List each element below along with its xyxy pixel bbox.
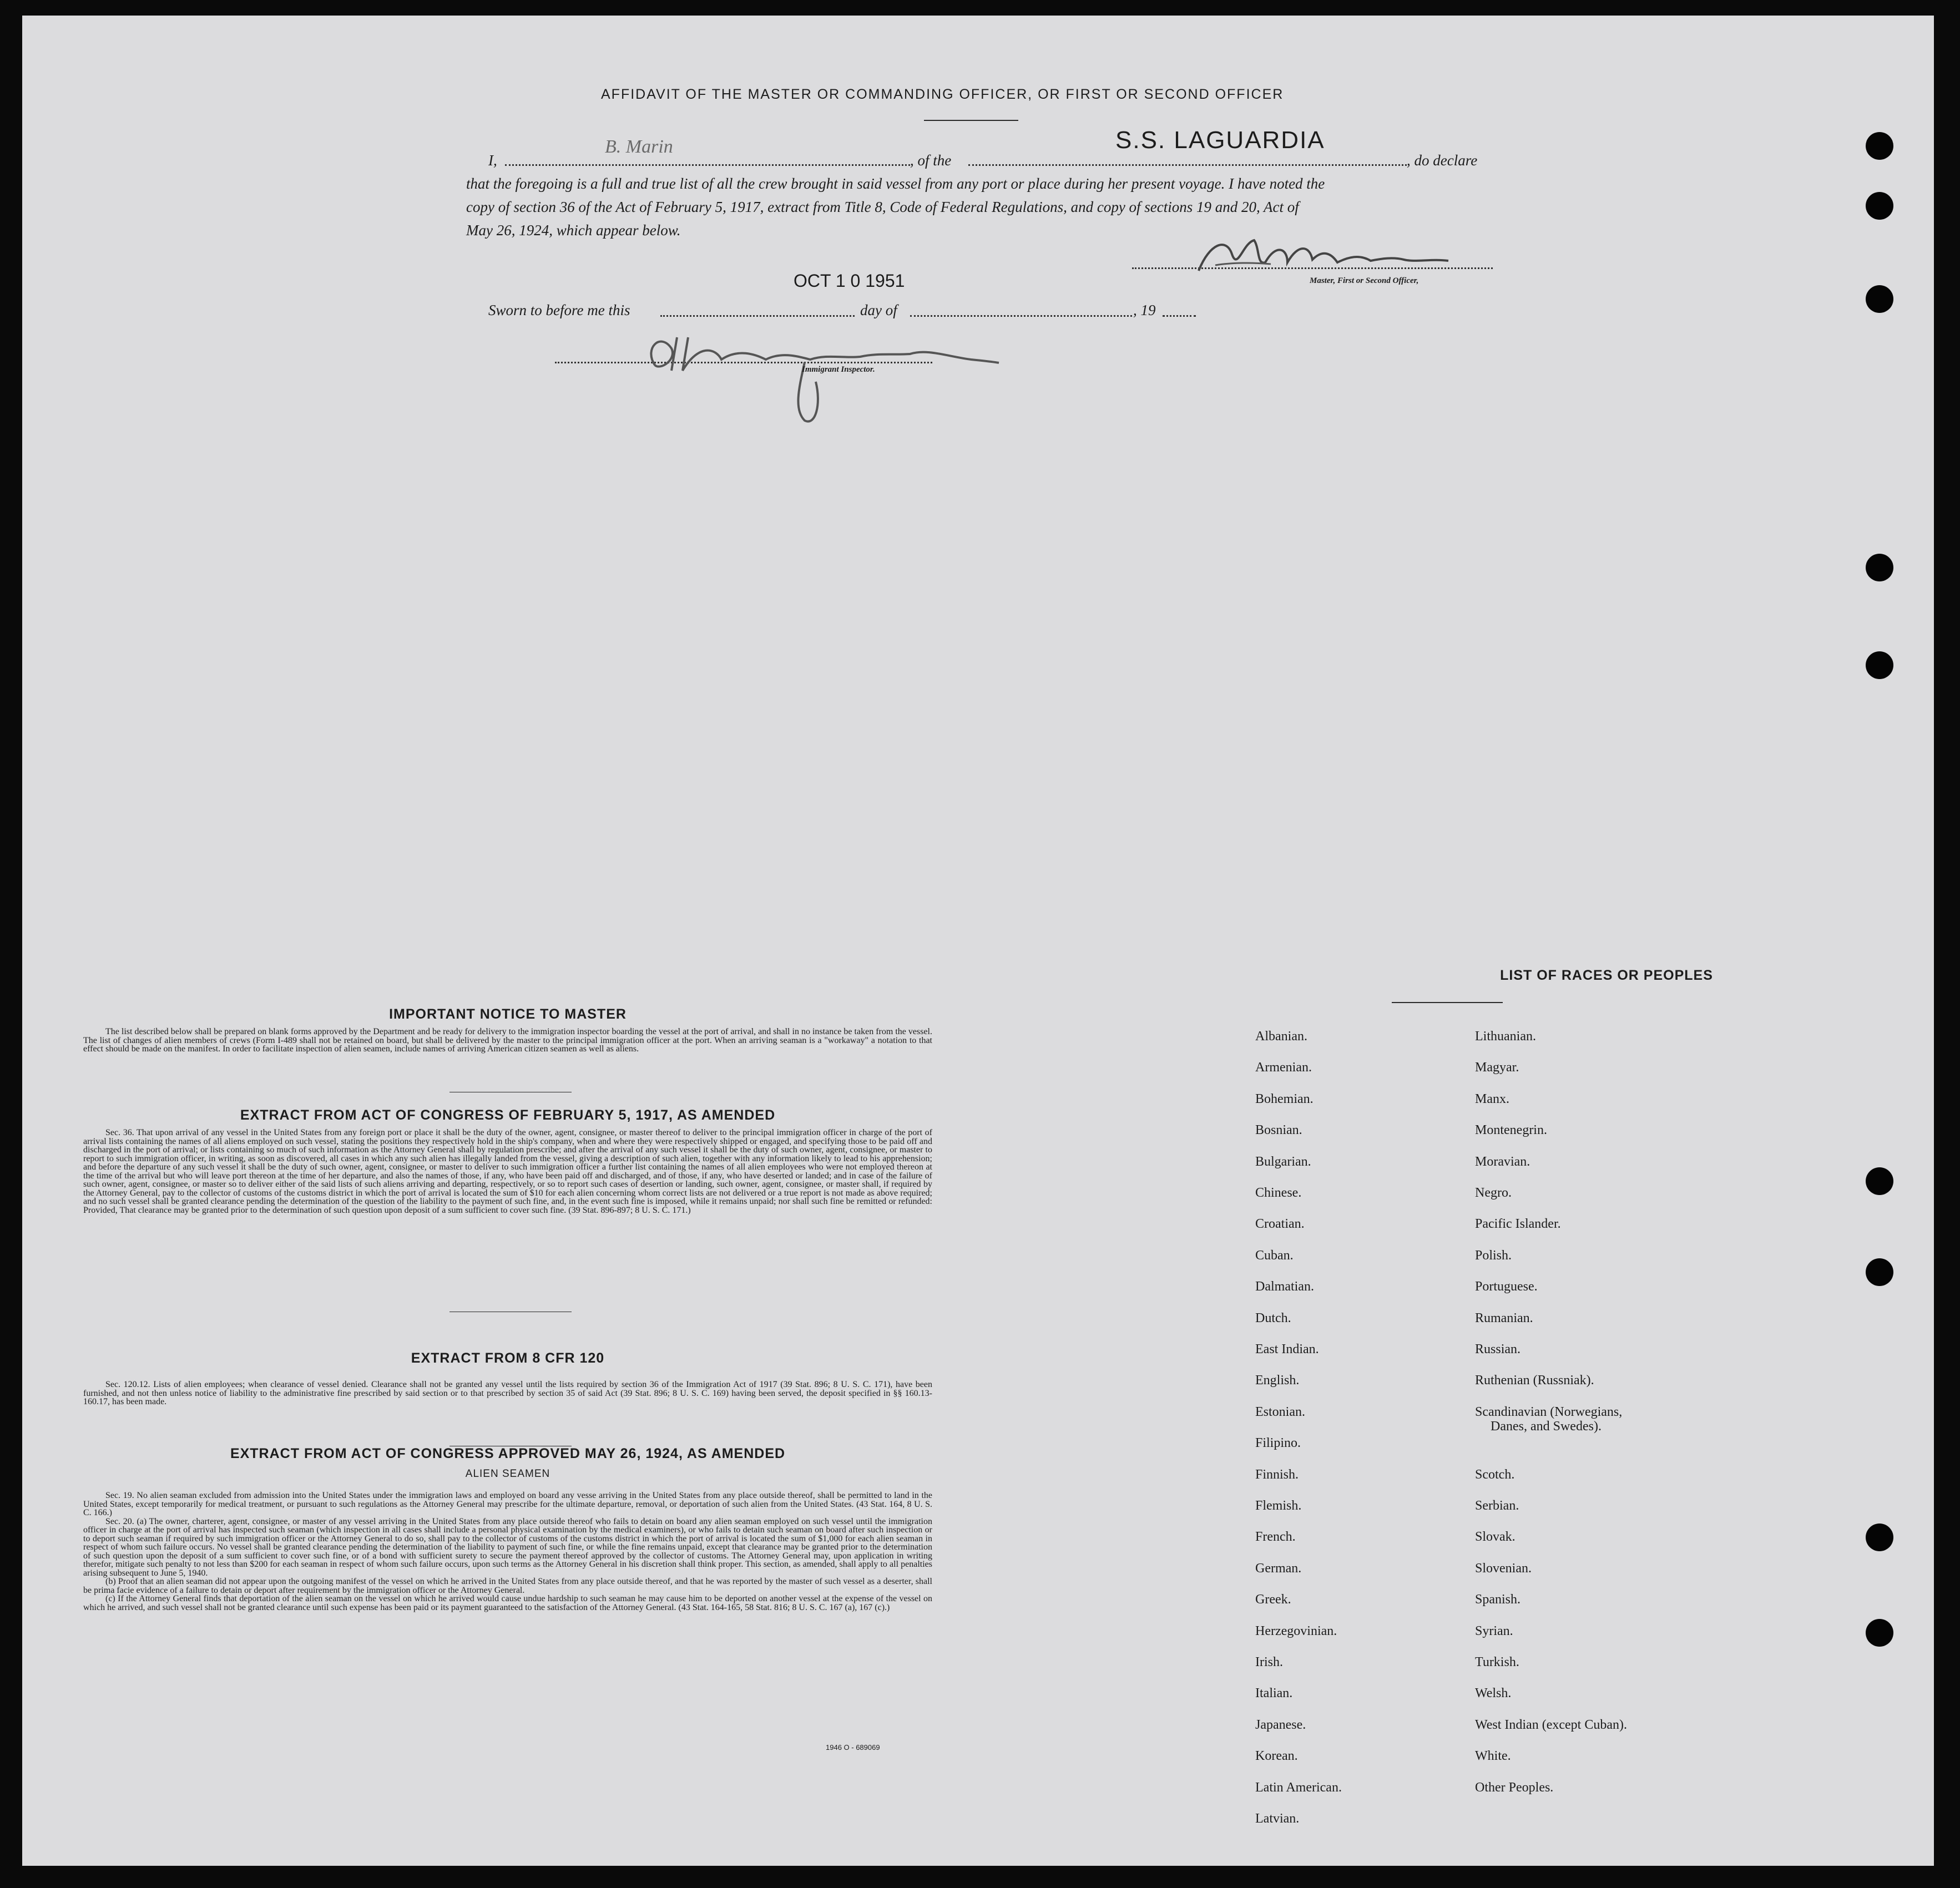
- races-title-underline: [1392, 1002, 1503, 1003]
- officer-name-line: [505, 164, 910, 166]
- races-title: LIST OF RACES OR PEOPLES: [1500, 968, 1713, 983]
- race-item: Albanian.: [1255, 1029, 1307, 1044]
- race-item: Croatian.: [1255, 1217, 1305, 1232]
- sworn-year-line: [1163, 315, 1196, 317]
- sec-20b-text: (b) Proof that an alien seaman did not appear upon the outgoing manifest of the vessel on which he arrived in the United States from any place outside thereof, and that he was reported by the master of such vessel as a deserter, shall be prima facie evidence of a failure to detain or deport after requirement by the immigration officer or the Attorney General.: [83, 1577, 932, 1595]
- race-item: Korean.: [1255, 1749, 1298, 1764]
- print-code: 1946 O - 689069: [826, 1743, 880, 1752]
- extract-cfr-text: Sec. 120.12. Lists of alien employees; when clearance of vessel denied. Clearance shall not be granted any vessel until the lists required by section 36 of the Immigration Act of 1917 (39 Stat. 896; 8 U. S. C. 171), have been furnished, and not then unless notice of liability to the administrative fine prescribed by said section or to that prescribed by section 35 of said Act (39 Stat. 896; 8 U. S. C. 169) having been served, the deposit specified in §§ 160.13-160.17, has been made.: [83, 1380, 932, 1406]
- notice-text: The list described below shall be prepared on blank forms approved by the Department and be ready for delivery to the immigration inspector boarding the vessel at the port of arrival, and shall in no instance be taken from the vessel. The list of changes of alien members of crews (Form I-489 shall not be retained on board, but shall be delivered by the master to the principal immigration officer at the port. When an arriving seaman is a "workaway" a notation to that effect should be made on the manifest. In order to facilitate inspection of alien seamen, include names of arriving American citizen seamen as well as aliens.: [83, 1027, 932, 1054]
- race-item: Filipino.: [1255, 1436, 1301, 1451]
- race-item: Polish.: [1475, 1248, 1512, 1263]
- race-item: English.: [1255, 1373, 1300, 1388]
- document-page: [22, 16, 1934, 1866]
- race-item: Turkish.: [1475, 1655, 1519, 1669]
- race-item: German.: [1255, 1561, 1302, 1576]
- race-item: Spanish.: [1475, 1592, 1521, 1607]
- race-item: Italian.: [1255, 1686, 1293, 1701]
- notice-title: IMPORTANT NOTICE TO MASTER: [389, 1006, 627, 1022]
- race-item: Ruthenian (Russniak).: [1475, 1373, 1594, 1388]
- race-item: Cuban.: [1255, 1248, 1294, 1263]
- race-item: Japanese.: [1255, 1717, 1306, 1732]
- punch-hole: [1866, 1523, 1893, 1551]
- race-item: Scandinavian (Norwegians,: [1475, 1404, 1623, 1419]
- inspector-caption: Immigrant Inspector.: [802, 365, 875, 374]
- punch-hole: [1866, 192, 1893, 220]
- affidavit-body-line2: copy of section 36 of the Act of February 5, 1917, extract from Title 8, Code of Federal Regulations, and copy of sections 19 and 20, Act of: [466, 199, 1299, 215]
- affidavit-body-line1: that the foregoing is a full and true list of all the crew brought in said vessel from any port or place during her present voyage. I have noted the: [466, 175, 1325, 192]
- race-item: Bulgarian.: [1255, 1154, 1311, 1169]
- punch-hole: [1866, 1167, 1893, 1195]
- extract-1917-title: EXTRACT FROM ACT OF CONGRESS OF FEBRUARY 5, 1917, AS AMENDED: [240, 1107, 776, 1123]
- sec-20a-text: Sec. 20. (a) The owner, charterer, agent, consignee, or master of any vessel arriving in the United States from any place outside thereof who fails to detain on board any alien seaman employed on such vessel until the immigration officer in charge at the port of arrival has inspected such seaman (which inspection in all cases shall include a personal physical examination by the medical examiners), or who fails to detain such seaman on board after such inspection or to deport such seaman if required by such immigration officer or the Attorney General to do so, shall pay to the collector of customs of the customs district in which the port of arrival is located the sum of $1,000 for each alien seaman in respect of whom such failure occurs. No vessel shall be granted clearance pending the determination of the liability to payment of such fine, or while the fine remains unpaid, except that clearance may be granted prior to the determination of such question upon the deposit of a sum sufficient to cover such fine, or of a bond with sufficient surety to secure the payment thereof approved by the collector of customs. The Attorney General may, upon application in writing therefor, mitigate such penalty to not less than $200 for each seaman in respect of whom such failure occurs, upon such terms as the Attorney General in his discretion shall think proper. This section, as amended, shall apply to all penalties arising subsequent to June 5, 1940.: [83, 1516, 932, 1578]
- race-item: Bosnian.: [1255, 1123, 1302, 1138]
- race-item: Dutch.: [1255, 1310, 1291, 1325]
- race-item: Negro.: [1475, 1186, 1512, 1200]
- master-caption: Master, First or Second Officer,: [1310, 276, 1419, 285]
- vessel-line: [968, 164, 1407, 166]
- do-declare-label: , do declare: [1407, 152, 1478, 169]
- race-item: Portuguese.: [1475, 1279, 1538, 1294]
- punch-hole: [1866, 1619, 1893, 1647]
- year-label: , 19: [1133, 302, 1156, 318]
- sworn-day-line: [660, 315, 855, 317]
- punch-hole: [1866, 554, 1893, 581]
- of-the-label: , of the: [910, 152, 952, 169]
- race-item: Rumanian.: [1475, 1310, 1533, 1325]
- race-item: Estonian.: [1255, 1404, 1305, 1419]
- extract-1917-text: Sec. 36. That upon arrival of any vessel in the United States from any foreign port or place it shall be the duty of the owner, agent, consignee, or master thereof to deliver to the principal immigration officer in charge of the port of arrival lists containing the names of all aliens employed on such vessel, stating the positions they respectively hold in the ship's company, when and where they were respectively shipped or engaged, and specifying those to be paid off and discharged in the port of arrival; or lists containing so much of such information as the Attorney General shall by regulation prescribe; and after the arrival of any such vessel it shall be the duty of such owner, agent, consignee, or master to report to such immigration officer, in writing, as soon as discovered, all cases in which any such alien has illegally landed from the vessel, giving a description of such alien, together with any information likely to lead to his apprehension; and before the departure of any such vessel it shall be the duty of such owner, agent, consignee, or master to deliver to such immigration officer a further list containing the names of all alien employees who were not employed thereon at the time of the arrival but who will leave port thereon at the time of her departure, and also the names of those, if any, who have been paid off and discharged, and of those, if any, who have deserted or landed; and in case of the failure of such owner, agent, consignee, or master so to deliver either of the said lists of such aliens arriving and departing, respectively, or so to report such cases of desertion or landing, such owner, agent, consignee, or master shall, if required by the Attorney General, pay to the collector of customs of the customs district in which the port of arrival is located the sum of $10 for each alien concerning whom correct lists are not delivered or a true report is not made as above required; and no such vessel shall be granted clearance pending the determination of the question of the liability to the payment of such fine, and, in the event such fine is imposed, while it remains unpaid; nor shall such fine be remitted or refunded: Provided, That clearance may be granted prior to the determination of such question upon deposit of a sum sufficient to cover such fine. (39 Stat. 896-897; 8 U. S. C. 171.): [83, 1128, 932, 1215]
- vessel-name: S.S. LAGUARDIA: [1115, 126, 1325, 154]
- race-item: Welsh.: [1475, 1686, 1512, 1701]
- punch-hole: [1866, 1258, 1893, 1286]
- date-stamp: OCT 1 0 1951: [794, 271, 905, 291]
- race-item: Russian.: [1475, 1342, 1521, 1356]
- punch-hole: [1866, 132, 1893, 160]
- title-underline: [924, 120, 1018, 121]
- race-item: West Indian (except Cuban).: [1475, 1717, 1627, 1732]
- race-item: Herzegovinian.: [1255, 1623, 1337, 1638]
- punch-hole: [1866, 651, 1893, 679]
- inspector-signature: [638, 326, 1004, 432]
- race-item: Chinese.: [1255, 1186, 1302, 1200]
- extract-1924-body: [83, 1491, 932, 1612]
- notice-body: [83, 1027, 932, 1054]
- race-item: Scotch.: [1475, 1467, 1515, 1482]
- race-item: Montenegrin.: [1475, 1123, 1547, 1138]
- race-item: Serbian.: [1475, 1499, 1519, 1513]
- race-item: Finnish.: [1255, 1467, 1299, 1482]
- day-of-label: day of: [860, 302, 897, 318]
- affidavit-body-line3: May 26, 1924, which appear below.: [466, 222, 681, 239]
- extract-1917-body: [83, 1128, 932, 1214]
- extract-1924-title: EXTRACT FROM ACT OF CONGRESS APPROVED MAY 26, 1924, AS AMENDED: [230, 1446, 786, 1461]
- race-item: Slovak.: [1475, 1530, 1516, 1545]
- master-signature: [1193, 232, 1482, 282]
- race-item: Armenian.: [1255, 1060, 1312, 1075]
- race-item: Magyar.: [1475, 1060, 1519, 1075]
- affidavit-title: AFFIDAVIT OF THE MASTER OR COMMANDING OFFICER, OR FIRST OR SECOND OFFICER: [601, 87, 1284, 102]
- race-item: Pacific Islander.: [1475, 1217, 1561, 1232]
- race-item: Syrian.: [1475, 1623, 1513, 1638]
- extract-cfr-title: EXTRACT FROM 8 CFR 120: [411, 1350, 605, 1366]
- sworn-month-line: [910, 315, 1132, 317]
- race-item: White.: [1475, 1749, 1511, 1764]
- sec-19-text: Sec. 19. No alien seaman excluded from admission into the United States under the immigration laws and employed on board any vesse arriving in the United States from any place outside thereof, shall be permitted to land in the United States, except temporarily for medical treatment, or pursuant to such regulations as the Attorney General may prescribe for the ultimate departure, removal, or deportation of such alien from the United States. (43 Stat. 164, 8 U. S. C. 166.): [83, 1491, 932, 1517]
- race-item: Flemish.: [1255, 1499, 1302, 1513]
- race-item: Lithuanian.: [1475, 1029, 1536, 1044]
- sec-20c-text: (c) If the Attorney General finds that deportation of the alien seaman on the vessel on which he arrived would cause undue hardship to such seaman he may cause him to be deported on another vessel at the expense of the vessel on which he arrived, and such vessel shall not be granted clearance until such expense has been paid or its payment guaranteed to the satisfaction of the Attorney General. (43 Stat. 164-165, 58 Stat. 816; 8 U. S. C. 167 (a), 167 (c).): [83, 1594, 932, 1612]
- punch-hole: [1866, 285, 1893, 313]
- extract-cfr-body: [83, 1380, 932, 1406]
- sworn-label: Sworn to before me this: [488, 302, 630, 318]
- officer-name: B. Marin: [605, 136, 673, 157]
- race-item: French.: [1255, 1530, 1296, 1545]
- race-item: Slovenian.: [1475, 1561, 1532, 1576]
- race-item: Moravian.: [1475, 1154, 1530, 1169]
- race-item: East Indian.: [1255, 1342, 1319, 1356]
- extract-1924-subtitle: ALIEN SEAMEN: [465, 1468, 550, 1480]
- race-item: Greek.: [1255, 1592, 1291, 1607]
- race-item: Latvian.: [1255, 1811, 1300, 1826]
- race-item: Latin American.: [1255, 1780, 1342, 1795]
- race-item: Manx.: [1475, 1091, 1509, 1106]
- race-item: Other Peoples.: [1475, 1780, 1554, 1795]
- race-item: Danes, and Swedes).: [1491, 1419, 1602, 1434]
- race-item: Irish.: [1255, 1655, 1283, 1669]
- i-label: I,: [488, 152, 497, 169]
- race-item: Bohemian.: [1255, 1091, 1314, 1106]
- race-item: Dalmatian.: [1255, 1279, 1314, 1294]
